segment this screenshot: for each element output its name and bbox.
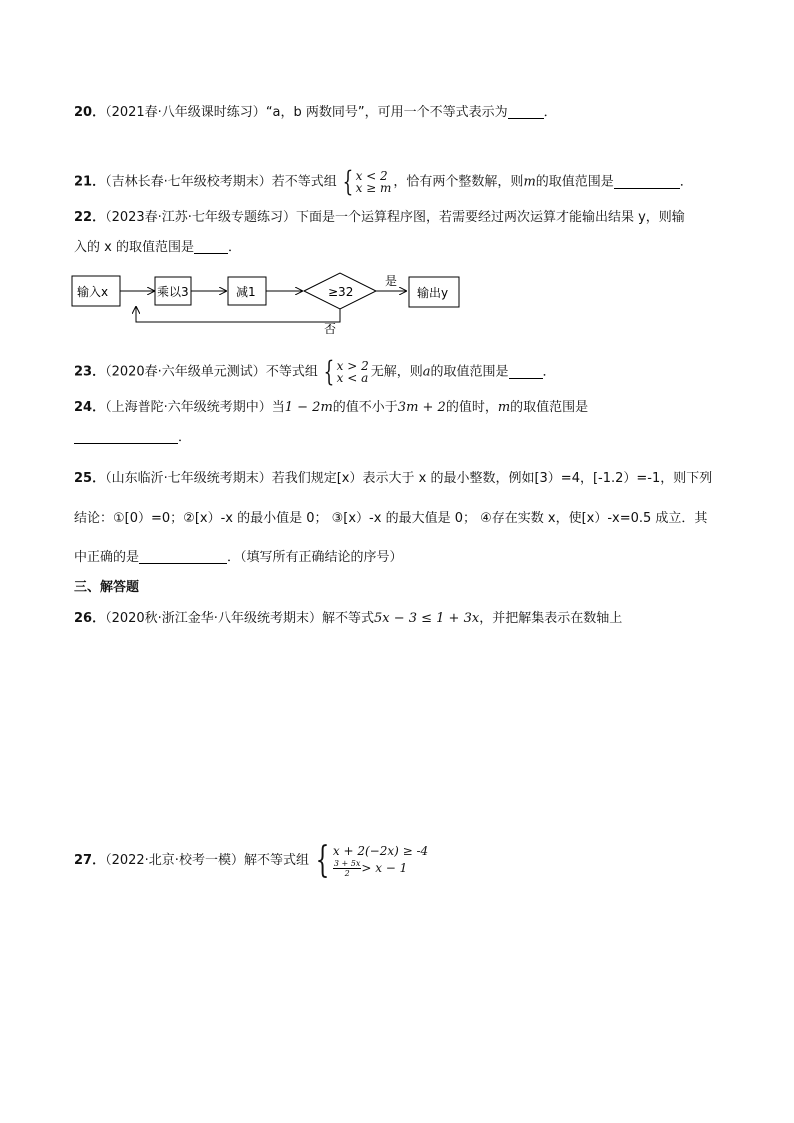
question-source: （山东临沂·七年级统考期末） — [105, 471, 272, 486]
question-source: （2023春·江苏·七年级专题练习） — [105, 210, 296, 225]
question-25-line3 — [74, 548, 403, 568]
question-text: 无解，则 — [370, 364, 423, 380]
question-text: 的取值范围是 — [535, 174, 614, 190]
question-22-line2 — [74, 238, 241, 258]
question-number: 21． — [74, 174, 106, 190]
brace-symbol: { — [342, 165, 354, 198]
question-text: 的取值范围是 — [430, 364, 509, 380]
question-text: 的取值范围是 — [510, 400, 589, 415]
question-26 — [74, 609, 622, 629]
answer-blank[interactable] — [74, 429, 178, 444]
fraction — [333, 859, 361, 878]
question-text: 解不等式组 — [243, 853, 309, 868]
answer-blank[interactable] — [614, 174, 680, 189]
inequality-system — [339, 165, 392, 198]
question-number: 25． — [74, 471, 106, 486]
question-24 — [74, 398, 588, 418]
question-text: ．（填写所有正确结论的序号） — [227, 550, 403, 565]
question-21 — [74, 165, 693, 198]
question-source: （2022·北京·校考一模） — [105, 853, 244, 868]
question-text: “a，b 两数同号”，可用一个不等式表示为 — [265, 105, 508, 120]
question-number: 20． — [74, 105, 106, 120]
question-20 — [74, 103, 557, 123]
question-25-line2 — [74, 509, 707, 529]
math-expression: 1 − 2m — [284, 400, 333, 415]
question-end: ． — [543, 105, 557, 120]
question-end: ． — [178, 430, 192, 445]
answer-blank[interactable] — [509, 364, 543, 379]
answer-blank[interactable] — [139, 549, 227, 564]
math-expression: 3m + 2 — [397, 400, 446, 415]
variable: m — [497, 400, 511, 415]
answer-blank[interactable] — [194, 239, 228, 254]
question-text: 中正确的是 — [74, 550, 140, 565]
system-row: x < a — [336, 371, 369, 385]
brace-symbol: { — [323, 355, 335, 388]
question-text: 当 — [271, 400, 285, 415]
system-row: x + 2(−2x) ≥ -4 — [332, 844, 429, 858]
section-heading: 三、解答题 — [74, 580, 140, 595]
question-text: ，并把解集表示在数轴上 — [479, 611, 623, 626]
answer-blank[interactable] — [508, 104, 544, 119]
system-row: x ≥ m — [355, 181, 392, 195]
question-source: （2021春·八年级课时练习） — [105, 105, 266, 120]
question-text: 不等式组 — [265, 364, 318, 380]
question-text: 的值不小于 — [332, 400, 398, 415]
question-22 — [74, 208, 685, 228]
question-text: 解不等式 — [321, 611, 374, 626]
system-row: x > 2 — [336, 359, 369, 373]
question-text: ，恰有两个整数解，则 — [393, 174, 524, 190]
question-source: （上海普陀·六年级统考期中） — [105, 400, 272, 415]
inequality-system — [320, 355, 369, 388]
question-25 — [74, 469, 712, 489]
input-label: 输入x — [77, 285, 109, 299]
question-number: 22． — [74, 210, 106, 225]
output-label: 输出y — [417, 286, 449, 300]
question-source: （2020秋·浙江金华·八年级统考期末） — [105, 611, 322, 626]
variable: m — [523, 174, 536, 190]
yes-label: 是 — [385, 274, 398, 288]
loop-arrow — [136, 307, 340, 322]
operation-flowchart — [66, 268, 476, 334]
multiply-label: 乘以3 — [157, 285, 189, 299]
inequality-system — [311, 839, 429, 881]
fraction-denominator: 2 — [344, 869, 350, 878]
brace-symbol: { — [315, 839, 330, 881]
system-row — [333, 859, 428, 878]
fraction-numerator: 3 + 5x — [333, 859, 361, 868]
subtract-label: 减1 — [236, 285, 256, 299]
question-text: 入的 x 的取值范围是 — [74, 240, 194, 255]
question-number: 27． — [74, 853, 106, 868]
question-text: 结论：①[0）=0；②[x）-x 的最小值是 0； ③[x）-x 的最大值是 0； ④存在实数 x，使[x）-x=0.5 成立．其 — [74, 511, 708, 526]
question-text: 若我们规定[x）表示大于 x 的最小整数，例如[3）=4，[-1.2）=-1，则下列 — [271, 471, 713, 486]
question-text: 若不等式组 — [271, 174, 337, 190]
condition-label: ≥32 — [328, 285, 354, 299]
question-text: 的值时， — [445, 400, 498, 415]
system-row: x < 2 — [355, 169, 388, 183]
no-label: 否 — [324, 322, 337, 334]
question-source: （吉林长春·七年级校考期末） — [105, 174, 272, 190]
question-text: 下面是一个运算程序图，若需要经过两次运算才能输出结果 y，则输 — [295, 210, 685, 225]
question-23 — [74, 355, 556, 388]
math-expression: 5x − 3 ≤ 1 + 3x — [373, 611, 480, 626]
question-number: 24． — [74, 400, 106, 415]
question-end: ． — [679, 174, 693, 190]
question-27 — [74, 839, 430, 881]
question-number: 26． — [74, 611, 106, 626]
question-source: （2020春·六年级单元测试） — [105, 364, 266, 380]
question-end: ． — [227, 240, 241, 255]
question-end: ． — [542, 364, 556, 380]
variable: a — [422, 364, 431, 380]
question-number: 23． — [74, 364, 106, 380]
question-24-line2 — [74, 428, 191, 448]
system-row-rest: > x − 1 — [361, 861, 408, 875]
